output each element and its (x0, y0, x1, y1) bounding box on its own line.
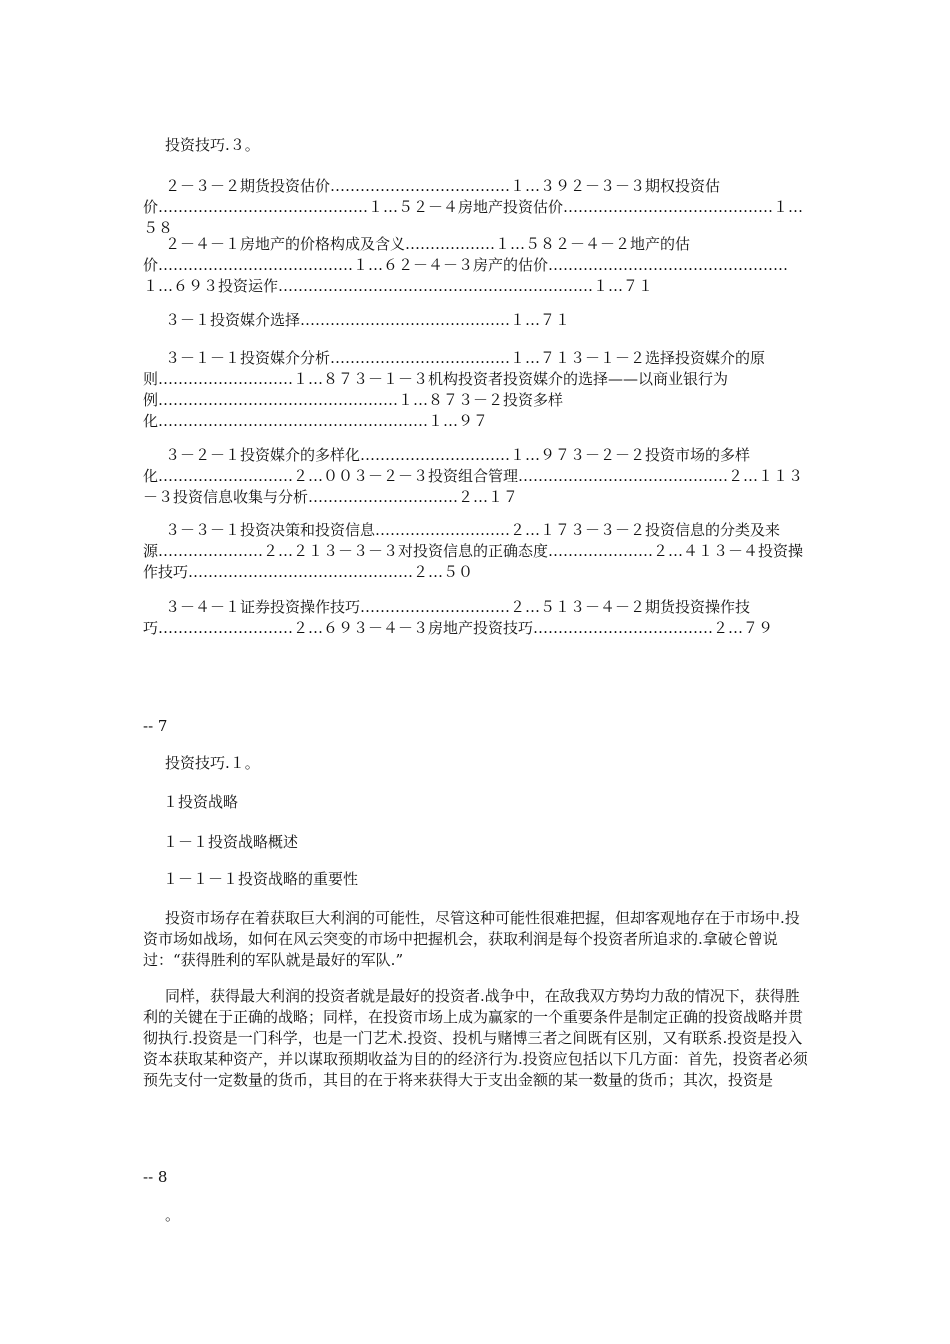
toc-paragraph-6: ３－３－１投资决策和投资信息………………………２…１７３－３－２投资信息的分类及来源…………………２…２１３－３－３对投资信息的正确态度…………………２…４１３－４投资操作技巧………………………………………２…５０ (143, 521, 804, 581)
section-b-header: 投资技巧.１。 (165, 754, 260, 772)
toc-paragraph-2: ２－４－１房地产的价格构成及含义………………１…５８２－４－２地产的估价…………………………………１…６２－４－３房产的估价…………………………………………１…６９３投资运作………………………………………………………１…７１ (143, 235, 789, 295)
body-paragraph-1: 投资市场存在着获取巨大利润的可能性，尽管这种可能性很难把握，但却客观地存在于市场中.投资市场如战场，如何在风云突变的市场中把握机会，获取利润是每个投资者所追求的.拿破仑曾说过：“获得胜利的军队就是最好的军队.” (143, 909, 800, 969)
page-marker-8: -- 8 (143, 1168, 168, 1186)
body-paragraph-2: 同样，获得最大利润的投资者就是最好的投资者.战争中，在敌我双方势均力敌的情况下，获得胜利的关键在于正确的战略；同样，在投资市场上成为赢家的一个重要条件是制定正确的投资战略并贯彻执行.投资是一门科学，也是一门艺术.投资、投机与赌博三者之间既有区别，又有联系.投资是投入资本获取某种资产，并以谋取预期收益为目的的经济行为.投资应包括以下几方面：首先，投资者必须预先支付一定数量的货币，其目的在于将来获得大于支出金额的某一数量的货币；其次，投资是 (143, 987, 808, 1089)
heading-level-1: １投资战略 (163, 793, 239, 811)
toc-paragraph-4: ３－１－１投资媒介分析………………………………１…７１３－１－２选择投资媒介的原则………………………１…８７３－１－３机构投资者投资媒介的选择——以商业银行为例…………………………………………１…８７３－２投资多样化………………………………………………１…９７ (143, 349, 766, 430)
toc-paragraph-1: ２－３－２期货投资估价………………………………１…３９２－３－３期权投资估价……………………………………１…５２－４房地产投资估价……………………………………１…５８ (143, 177, 804, 237)
trailing-mark: 。 (165, 1206, 181, 1224)
section-a-header: 投资技巧.３。 (165, 136, 260, 154)
page-marker-7: -- 7 (143, 717, 168, 735)
toc-paragraph-5: ３－２－１投资媒介的多样化…………………………１…９７３－２－２投资市场的多样化………………………２…００３－２－３投资组合管理……………………………………２…１１３－３投资信息收集与分析…………………………２…１７ (143, 446, 804, 506)
heading-level-3: １－１－１投资战略的重要性 (163, 870, 359, 888)
toc-paragraph-3: ３－１投资媒介选择……………………………………１…７１ (165, 311, 571, 329)
heading-level-2: １－１投资战略概述 (163, 833, 299, 851)
toc-paragraph-7: ３－４－１证券投资操作技巧…………………………２…５１３－４－２期货投资操作技巧………………………２…６９３－４－３房地产投资技巧………………………………２…７９ (143, 598, 774, 637)
